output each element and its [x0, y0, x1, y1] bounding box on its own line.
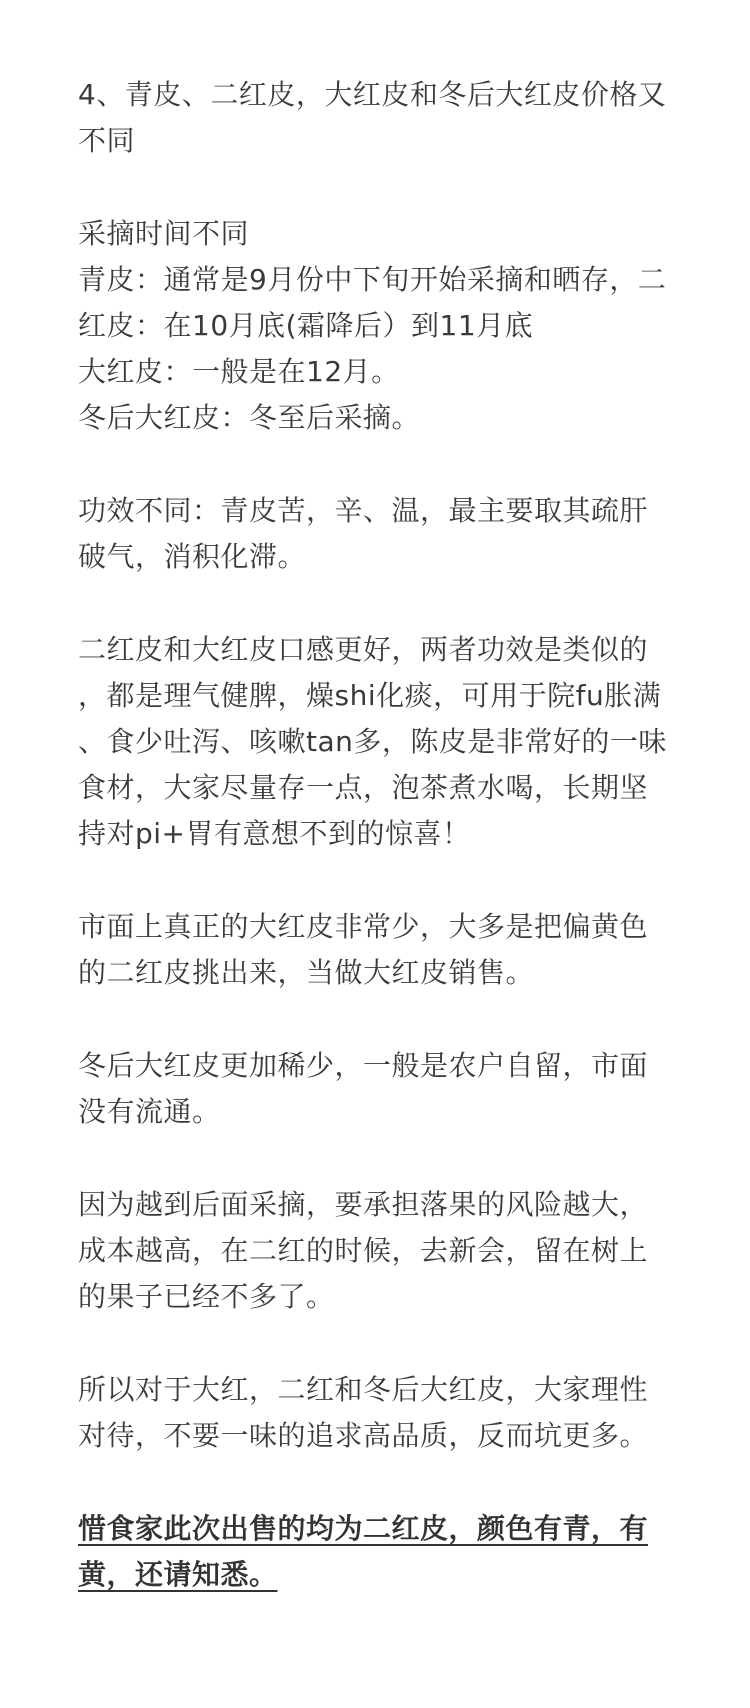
paragraph-price-differs [78, 72, 698, 164]
text-line: 红皮：在10月底(霜降后）到11月底 [78, 309, 534, 342]
paragraph-harvest-time [78, 211, 698, 441]
paragraph-market [78, 904, 698, 996]
text-line: 持对pi+胃有意想不到的惊喜！ [78, 817, 471, 850]
paragraph-rarity [78, 1043, 698, 1135]
text-line: 因为越到后面采摘，要承担落果的风险越大， [78, 1188, 649, 1221]
paragraph-risk [78, 1182, 698, 1320]
text-line: ，都是理气健脾，燥shi化痰，可用于院fu胀满 [78, 679, 662, 712]
paragraph-notice [78, 1506, 698, 1598]
text-line: 功效不同：青皮苦，辛、温，最主要取其疏肝 [78, 494, 649, 527]
text-line: 的二红皮挑出来，当做大红皮销售。 [78, 956, 535, 989]
text-line: 采摘时间不同 [78, 217, 250, 250]
text-line: 所以对于大红，二红和冬后大红皮，大家理性 [78, 1373, 649, 1406]
paragraph-taste [78, 627, 698, 857]
notice-line: 惜食家此次出售的均为二红皮，颜色有青，有 [78, 1512, 649, 1545]
text-line: 成本越高，在二红的时候，去新会，留在树上 [78, 1234, 649, 1267]
text-line: 食材，大家尽量存一点，泡茶煮水喝，长期坚 [78, 771, 649, 804]
text-line: 4、青皮、二红皮，大红皮和冬后大红皮价格又 [78, 78, 667, 111]
text-line: 没有流通。 [78, 1095, 221, 1128]
text-line: 冬后大红皮更加稀少，一般是农户自留，市面 [78, 1049, 649, 1082]
text-line: 市面上真正的大红皮非常少，大多是把偏黄色 [78, 910, 649, 943]
text-line: 二红皮和大红皮口感更好，两者功效是类似的 [78, 633, 649, 666]
text-line: 冬后大红皮：冬至后采摘。 [78, 401, 421, 434]
notice-line: 黄，还请知悉。 [78, 1558, 278, 1591]
text-line: 、食少吐泻、咳嗽tan多，陈皮是非常好的一味 [78, 725, 667, 758]
paragraph-advice [78, 1367, 698, 1459]
text-line: 破气，消积化滞。 [78, 540, 307, 573]
text-line: 的果子已经不多了。 [78, 1280, 335, 1313]
article-body [78, 72, 698, 1645]
text-line: 大红皮：一般是在12月。 [78, 355, 400, 388]
text-line: 不同 [78, 124, 136, 157]
text-line: 青皮：通常是9月份中下旬开始采摘和晒存，二 [78, 263, 667, 296]
text-line: 对待，不要一味的追求高品质，反而坑更多。 [78, 1419, 649, 1452]
paragraph-efficacy [78, 488, 698, 580]
